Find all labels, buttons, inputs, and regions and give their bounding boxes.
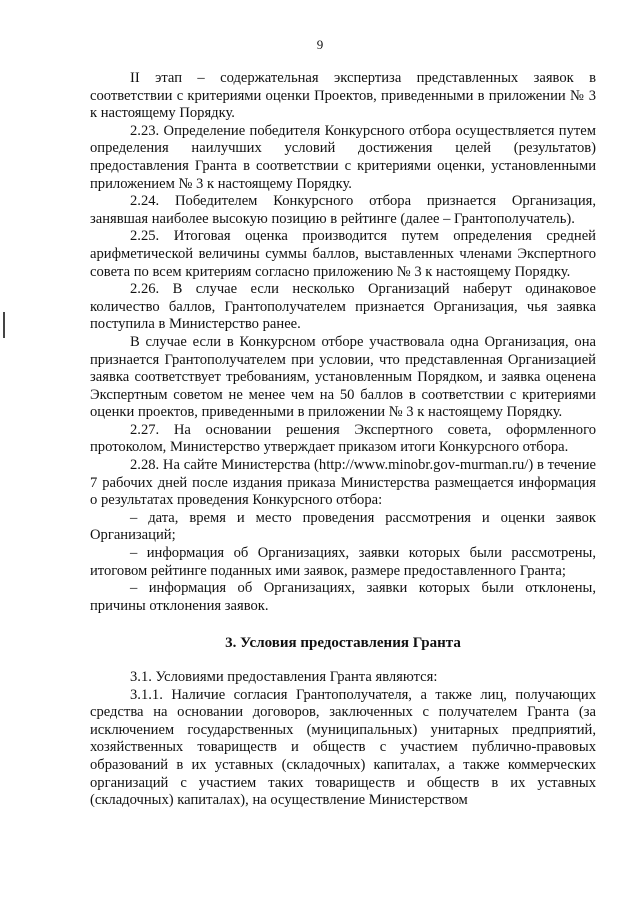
section-heading: 3. Условия предоставления Гранта [225, 635, 461, 652]
document-body [90, 70, 596, 810]
list-item-date-time-place: – дата, время и место проведения рассмотрения и оценки заявок Организаций; [90, 509, 596, 544]
paragraph-2-25: 2.25. Итоговая оценка производится путем определения средней арифметической величины суммы баллов, выставленных членами Экспертного совета по всем критериям согласно приложению № 3 к настоящему Порядку. [90, 228, 596, 280]
paragraph-3-1-1: 3.1.1. Наличие согласия Грантополучателя, а также лиц, получающих средства на основании договоров, заключенных с получателем Гранта (за исключением государственных (муниципальных) унитарных предприятий, хозяйственных товариществ и обществ с участием публично-правовых образований в их уставных (складочных) капиталах, а также коммерческих организаций с участием таких товариществ и обществ в их уставных (складочных) капиталах), на осуществление Министерством [90, 686, 596, 809]
paragraph-2-27: 2.27. На основании решения Экспертного совета, оформленного протоколом, Министерство утверждает приказом итоги Конкурсного отбора. [90, 421, 596, 456]
paragraph-2-23: 2.23. Определение победителя Конкурсного отбора осуществляется путем определения наилучших условий достижения целей (результатов) предоставления Гранта в соответствии с критериями оценки, установленными приложением № 3 к настоящему Порядку. [90, 122, 596, 192]
list-item-rejected-organizations: – информация об Организациях, заявки которых были отклонены, причины отклонения заявок. [90, 580, 596, 614]
paragraph-stage-2: II этап – содержательная экспертиза представленных заявок в соответствии с критериями оценки Проектов, приведенными в приложении № 3 к настоящему Порядку. [90, 70, 596, 122]
paragraph-3-1: 3.1. Условиями предоставления Гранта являются: [130, 669, 438, 685]
page-number: 9 [316, 37, 324, 52]
list-item-reviewed-organizations: – информация об Организациях, заявки которых были рассмотрены, итоговом рейтинге поданных ими заявок, размере предоставленного Гранта; [90, 545, 596, 579]
scan-margin-mark [3, 312, 5, 338]
paragraph-2-28: 2.28. На сайте Министерства (http://www.minobr.gov-murman.ru/) в течение 7 рабочих дней после издания приказа Министерства размещается информация о результатах проведения Конкурсного отбора: [90, 457, 596, 509]
paragraph-2-26: 2.26. В случае если несколько Организаций наберут одинаковое количество баллов, Грантополучателем признается Организация, чья заявка поступила в Министерство ранее. [90, 281, 596, 333]
paragraph-single-organization: В случае если в Конкурсном отборе участвовала одна Организация, она признается Грантополучателем при условии, что представленная Организацией заявка соответствует требованиям, установленным Порядком, и заявка оценена Экспертным советом не менее чем на 50 баллов в соответствии с критериями оценки проектов, приведенными в приложении № 3 к настоящему Порядку. [90, 333, 596, 421]
paragraph-2-24: 2.24. Победителем Конкурсного отбора признается Организация, занявшая наиболее высокую позицию в рейтинге (далее – Грантополучатель). [90, 193, 596, 227]
